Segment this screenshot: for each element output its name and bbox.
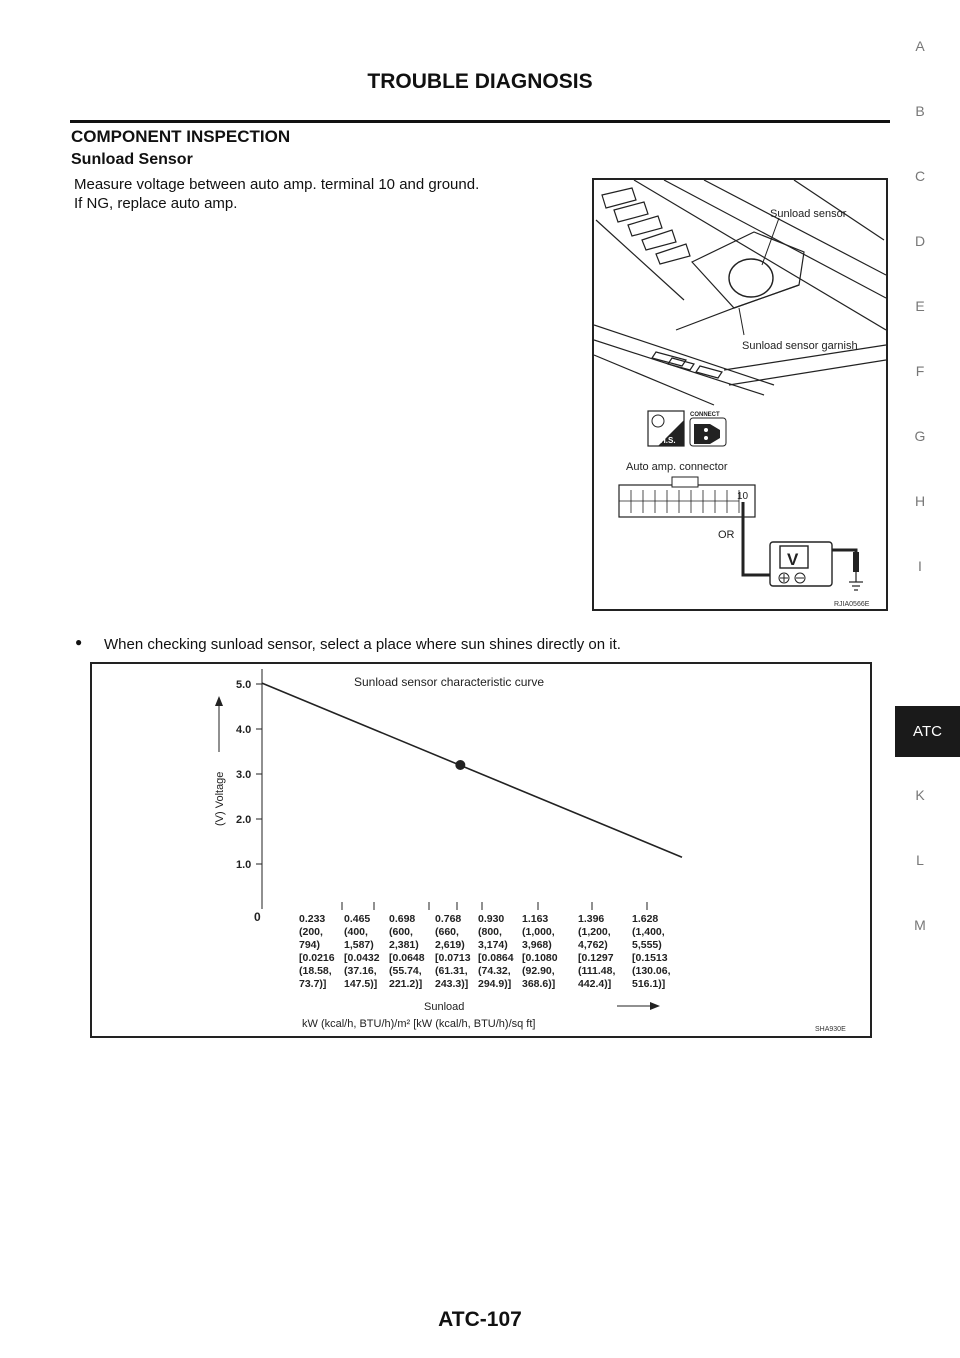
x-tick-label: (18.58, xyxy=(299,965,332,977)
side-nav-item-i[interactable]: I xyxy=(918,558,922,574)
x-tick-label: 794) xyxy=(299,939,321,951)
side-nav-item-l[interactable]: L xyxy=(916,852,924,868)
sensor-illustration xyxy=(592,178,888,611)
x-tick-label: 1.628 xyxy=(632,913,659,925)
x-tick-label: (660, xyxy=(435,926,459,938)
sunload-chart xyxy=(90,662,872,1038)
x-tick-label: 5,555) xyxy=(632,939,662,951)
figure-code: RJIA0566E xyxy=(834,601,870,608)
bullet-marker: ● xyxy=(75,635,83,649)
y-axis-arrow xyxy=(215,696,223,752)
label-sunload-sensor: Sunload sensor xyxy=(770,208,847,220)
label-hs: H.S. xyxy=(660,436,676,445)
side-nav-item-e[interactable]: E xyxy=(915,298,925,314)
connect-icon xyxy=(690,412,726,446)
x-tick-label: [0.0713 xyxy=(435,952,471,964)
side-nav-item-atc[interactable]: ATC xyxy=(895,706,960,757)
side-nav-item-m[interactable]: M xyxy=(914,917,926,933)
chart-title: Sunload sensor characteristic curve xyxy=(354,675,545,689)
label-auto-amp-connector: Auto amp. connector xyxy=(626,461,728,473)
chart-code: SHA930E xyxy=(815,1026,846,1033)
x-tick-label: 3,968) xyxy=(522,939,552,951)
x-tick-label: (1,200, xyxy=(578,926,611,938)
x-tick-label: 4,762) xyxy=(578,939,608,951)
label-connect: CONNECT xyxy=(690,412,720,418)
y-tick-label: 1.0 xyxy=(236,859,252,871)
section-subheading: Sunload Sensor xyxy=(71,151,193,168)
x-tick-label: [0.1513 xyxy=(632,952,668,964)
y-axis-label: (V) Voltage xyxy=(214,771,226,826)
x-tick-label: [0.1297 xyxy=(578,952,614,964)
x-tick-label: 1.163 xyxy=(522,913,549,925)
side-nav-item-k[interactable]: K xyxy=(915,787,925,803)
instruction-line-2: If NG, replace auto amp. xyxy=(74,195,238,212)
sensor-drawing xyxy=(594,180,886,609)
voltmeter-icon xyxy=(770,542,832,586)
origin-label: 0 xyxy=(254,910,261,924)
side-nav-item-g[interactable]: G xyxy=(914,428,926,444)
x-tick-label: 73.7)] xyxy=(299,978,327,990)
side-nav-item-c[interactable]: C xyxy=(914,168,926,184)
x-tick-label: 516.1)] xyxy=(632,978,666,990)
x-tick-label: [0.0648 xyxy=(389,952,425,964)
x-axis-units: kW (kcal/h, BTU/h)/m² [kW (kcal/h, BTU/h)/sq ft] xyxy=(302,1018,536,1030)
x-tick-label: 3,174) xyxy=(478,939,508,951)
x-tick-label: 2,619) xyxy=(435,939,465,951)
x-tick-label: (130.06, xyxy=(632,965,671,977)
curve-marker-point xyxy=(455,760,465,770)
x-tick-label: 0.233 xyxy=(299,913,326,925)
x-tick-label: (600, xyxy=(389,926,413,938)
side-nav-item-d[interactable]: D xyxy=(914,233,926,249)
y-tick-label: 2.0 xyxy=(236,814,252,826)
x-tick-label: 147.5)] xyxy=(344,978,378,990)
x-tick-label: (1,400, xyxy=(632,926,665,938)
instruction-line-1: Measure voltage between auto amp. terminal 10 and ground. xyxy=(74,176,480,193)
y-tick-label: 4.0 xyxy=(236,724,252,736)
x-axis-arrow xyxy=(617,1002,660,1010)
x-tick-label: (55.74, xyxy=(389,965,422,977)
x-tick-label: (61.31, xyxy=(435,965,468,977)
y-tick-label: 5.0 xyxy=(236,679,252,691)
characteristic-curve xyxy=(262,683,682,857)
voltmeter-label: V xyxy=(787,550,799,569)
x-tick-label: 0.698 xyxy=(389,913,416,925)
x-tick-label: [0.0216 xyxy=(299,952,335,964)
x-tick-label: (74.32, xyxy=(478,965,511,977)
x-tick-label: (400, xyxy=(344,926,368,938)
x-tick-label: 0.768 xyxy=(435,913,462,925)
side-nav-item-h[interactable]: H xyxy=(914,493,926,509)
x-tick-label: 2,381) xyxy=(389,939,419,951)
bullet-text: When checking sunload sensor, select a place where sun shines directly on it. xyxy=(104,636,621,653)
x-tick-label: [0.0432 xyxy=(344,952,380,964)
x-tick-label: 1,587) xyxy=(344,939,374,951)
y-tick-label: 3.0 xyxy=(236,769,252,781)
x-tick-label: (800, xyxy=(478,926,502,938)
x-tick-label: 442.4)] xyxy=(578,978,612,990)
harness-side-icon xyxy=(648,411,684,446)
x-tick-label: 0.465 xyxy=(344,913,371,925)
x-tick-label: 368.6)] xyxy=(522,978,556,990)
x-tick-label: (92.90, xyxy=(522,965,555,977)
label-sensor-garnish: Sunload sensor garnish xyxy=(742,340,858,352)
page-number: ATC-107 xyxy=(438,1308,522,1331)
section-heading: COMPONENT INSPECTION xyxy=(71,127,291,146)
x-tick-label: 294.9)] xyxy=(478,978,512,990)
x-tick-label: 0.930 xyxy=(478,913,505,925)
title-divider xyxy=(70,120,890,123)
x-axis-label: Sunload xyxy=(424,1001,465,1013)
x-tick-label: (200, xyxy=(299,926,323,938)
side-nav-item-a[interactable]: A xyxy=(915,38,925,54)
x-tick-label: (37.16, xyxy=(344,965,377,977)
x-tick-label: 1.396 xyxy=(578,913,605,925)
chart-canvas xyxy=(92,664,870,1036)
x-tick-label: (111.48, xyxy=(578,965,616,977)
x-tick-label: 221.2)] xyxy=(389,978,423,990)
page-title: TROUBLE DIAGNOSIS xyxy=(367,70,593,93)
x-tick-label: [0.0864 xyxy=(478,952,514,964)
connector-diagram xyxy=(619,477,755,517)
wire-color-label: OR xyxy=(718,529,735,541)
x-tick-label: [0.1080 xyxy=(522,952,558,964)
terminal-number: 10 xyxy=(737,491,749,502)
side-nav-item-f[interactable]: F xyxy=(915,363,925,379)
x-tick-label: (1,000, xyxy=(522,926,555,938)
x-tick-label: 243.3)] xyxy=(435,978,469,990)
side-nav-item-b[interactable]: B xyxy=(915,103,925,119)
